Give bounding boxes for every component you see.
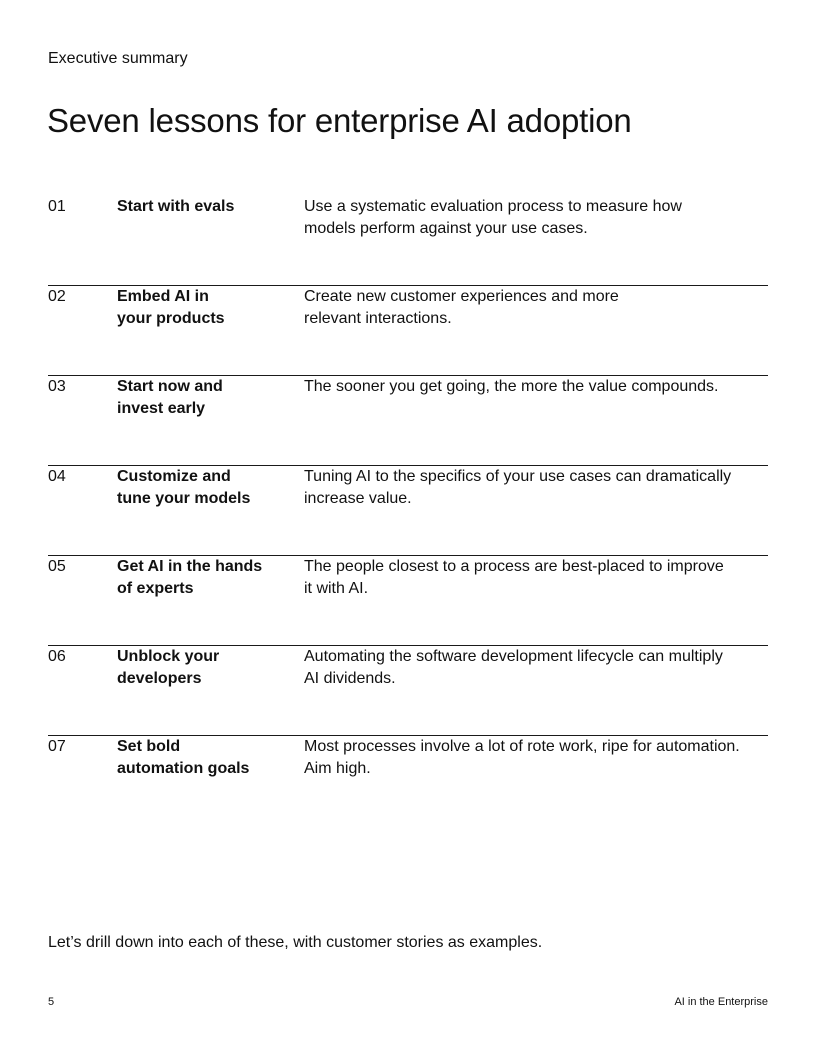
lesson-description xyxy=(304,376,760,398)
lesson-title-line: Customize and xyxy=(117,468,231,485)
lesson-description xyxy=(304,556,760,599)
page-title: Seven lessons for enterprise AI adoption xyxy=(47,102,632,139)
lesson-description-line: Automating the software development lifecycle can multiply xyxy=(304,648,723,665)
lesson-description xyxy=(304,646,760,689)
lesson-description-line: Most processes involve a lot of rote work, ripe for automation. xyxy=(304,738,740,755)
lesson-title xyxy=(117,466,292,509)
lesson-row xyxy=(48,196,768,286)
lesson-title xyxy=(117,286,292,329)
lesson-number: 06 xyxy=(48,648,66,665)
lesson-description-line: Create new customer experiences and more xyxy=(304,288,619,305)
lesson-title xyxy=(117,646,292,689)
lesson-description-line: AI dividends. xyxy=(304,669,396,687)
lesson-title-line: Get AI in the hands xyxy=(117,558,263,575)
document-name: AI in the Enterprise xyxy=(674,996,768,1008)
lesson-number: 01 xyxy=(48,198,66,215)
lesson-description-line: relevant interactions. xyxy=(304,309,452,327)
lesson-row xyxy=(48,466,768,556)
lesson-description-line: models perform against your use cases. xyxy=(304,219,588,237)
lesson-description-line: it with AI. xyxy=(304,579,369,597)
section-label: Executive summary xyxy=(48,50,188,67)
lesson-title-line: Start with evals xyxy=(117,198,235,215)
lesson-row xyxy=(48,736,768,826)
lesson-description-line: The sooner you get going, the more the value compounds. xyxy=(304,378,719,395)
lesson-row xyxy=(48,556,768,646)
lesson-title-line: invest early xyxy=(117,399,206,417)
lesson-title-line: tune your models xyxy=(117,489,251,507)
lesson-number: 02 xyxy=(48,288,66,305)
lesson-title-line: Start now and xyxy=(117,378,223,395)
lesson-title xyxy=(117,736,292,779)
lesson-title-line: automation goals xyxy=(117,759,250,777)
closing-note: Let’s drill down into each of these, with customer stories as examples. xyxy=(48,934,543,951)
lesson-title-line: your products xyxy=(117,309,225,327)
page-number: 5 xyxy=(48,996,55,1008)
lesson-number: 03 xyxy=(48,378,66,395)
lesson-description-line: Aim high. xyxy=(304,759,371,777)
lesson-title xyxy=(117,556,292,599)
lesson-description-line: Tuning AI to the specifics of your use cases can dramatically xyxy=(304,468,732,485)
lesson-title-line: Set bold xyxy=(117,738,181,755)
lesson-description-line: Use a systematic evaluation process to measure how xyxy=(304,198,682,215)
lesson-description-line: increase value. xyxy=(304,489,412,507)
lesson-title-line: Unblock your xyxy=(117,648,220,665)
lesson-row xyxy=(48,286,768,376)
lessons-list xyxy=(48,196,768,826)
lesson-description xyxy=(304,466,760,509)
lesson-description xyxy=(304,736,760,779)
lesson-description xyxy=(304,196,760,239)
lesson-title-line: Embed AI in xyxy=(117,288,209,305)
lesson-number: 07 xyxy=(48,738,66,755)
lesson-number: 05 xyxy=(48,558,66,575)
lesson-title xyxy=(117,376,292,419)
lesson-number: 04 xyxy=(48,468,66,485)
lesson-row xyxy=(48,646,768,736)
lesson-title-line: developers xyxy=(117,669,202,687)
lesson-title-line: of experts xyxy=(117,579,194,597)
lesson-row xyxy=(48,376,768,466)
lesson-description-line: The people closest to a process are best-placed to improve xyxy=(304,558,724,575)
lesson-title xyxy=(117,196,292,218)
lesson-description xyxy=(304,286,760,329)
